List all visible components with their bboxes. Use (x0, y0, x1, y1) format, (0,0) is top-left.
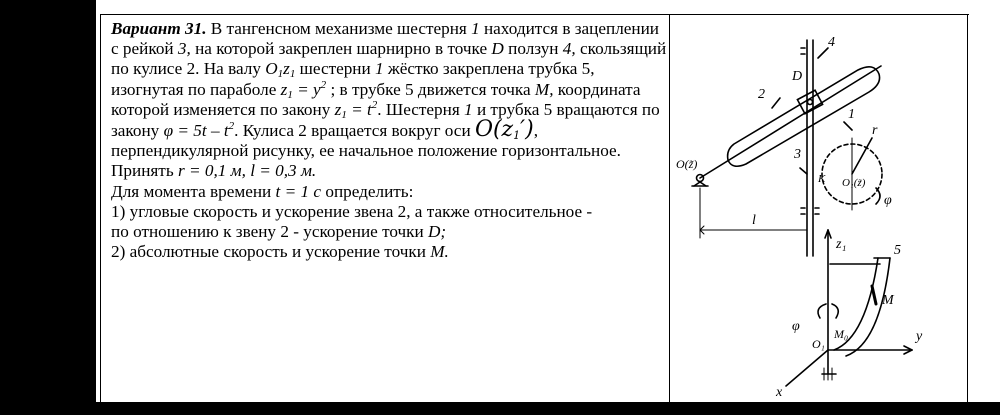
item-1b-d: D; (428, 222, 447, 242)
leader-2 (772, 98, 780, 108)
eq1-lhs: z (280, 79, 288, 99)
gear-number-2: 1 (375, 59, 384, 79)
shaft-sub-2: 1 (289, 68, 296, 81)
label-k: K (818, 173, 826, 185)
eq2-sub: 1 (341, 108, 347, 121)
label-2: 2 (758, 87, 765, 102)
label-z1: z₁ (836, 237, 847, 252)
column-divider (669, 14, 670, 402)
slider-number: 4, (562, 39, 576, 59)
point-d: D (491, 39, 504, 59)
shaft-z: z (283, 59, 290, 79)
label-5: 5 (894, 243, 901, 258)
label-3: 3 (794, 147, 801, 162)
text-6: шестерни (299, 59, 371, 79)
item-1 (111, 202, 667, 242)
text-7: жёстко закреплена трубка 5, изогнутая по параболе (111, 59, 595, 99)
text-3: на которой закреплен шарнирно в точке (195, 39, 488, 59)
label-r: r (872, 123, 878, 138)
axis-prime: ′ (520, 117, 526, 143)
axis-x (786, 350, 828, 386)
point-m: M, (534, 79, 554, 99)
eq2-rhs: = t (351, 99, 372, 119)
eq1-sub: 1 (287, 88, 293, 101)
label-l: l (752, 213, 756, 228)
axis-close: ) (525, 117, 534, 143)
rack-number: 3, (177, 39, 191, 59)
rocker-arm (700, 66, 881, 178)
label-m0: M₀ (834, 327, 849, 341)
table-right-border (967, 14, 968, 402)
label-x: x (776, 385, 783, 400)
label-1: 1 (848, 107, 855, 122)
label-o: O(z̃) (676, 157, 698, 171)
eq3: φ = 5t (163, 121, 207, 141)
item-1a: 1) угловые скорость и ускорение звена 2, а также относительное - (111, 201, 593, 221)
leader-1 (844, 122, 852, 130)
parameters: r = 0,1 м, l = 0,3 м. (177, 161, 317, 181)
shaft-o: O (265, 59, 278, 79)
time-value: t = 1 с (275, 181, 322, 201)
axis-o: O(z (474, 117, 514, 143)
label-phi: φ (884, 193, 892, 208)
label-d: D (792, 69, 803, 84)
problem-paragraph (111, 19, 667, 182)
text-8: ; в трубке 5 движется точка (330, 79, 531, 99)
eq3-sup: 2 (228, 120, 235, 133)
rocker-axis-line (700, 66, 881, 178)
task-intro: Для момента времени (111, 181, 272, 201)
task-line (111, 182, 667, 202)
text-12: . Кулиса 2 вращается вокруг оси (234, 121, 471, 141)
text-13: , перпендикулярной рисунку, ее начальное положение горизонтальное. Принять (111, 121, 621, 181)
leader-3 (800, 168, 807, 174)
gear-number: 1 (471, 19, 480, 38)
variant-title: Вариант 31. (111, 19, 207, 38)
eq2-sup: 2 (371, 98, 378, 111)
point-m-mark (872, 286, 876, 304)
axis-sub: 1 (513, 129, 521, 143)
eq1-sup: 2 (320, 78, 327, 91)
problem-text (111, 19, 667, 262)
item-2-text: 2) абсолютные скорость и ускорение точки (111, 242, 426, 262)
item-2 (111, 242, 667, 262)
mechanism-diagram (676, 18, 966, 402)
label-y: y (916, 329, 923, 344)
rack (801, 40, 819, 256)
task-intro-end: определить: (325, 181, 414, 201)
shaft-sub-1: 1 (277, 68, 284, 81)
text-1: В тангенсном механизме шестерня (210, 19, 467, 38)
eq2-lhs: z (334, 99, 342, 119)
hinge-d (808, 100, 813, 105)
text-2: находится в зацеплении с рейкой (111, 19, 659, 59)
label-m: M (882, 293, 894, 308)
text-4: ползун (508, 39, 559, 59)
label-o1: O₁(z̃) (842, 177, 866, 189)
eq3-cont: – t (210, 121, 229, 141)
label-4: 4 (828, 35, 835, 50)
label-o1-lower: O₁ (812, 337, 825, 351)
text-9: координата которой изменяется по закону (111, 79, 641, 119)
text-10: . Шестерня (377, 99, 460, 119)
item-1b: по отношению к звену 2 - ускорение точки (111, 222, 424, 242)
gear-number-3: 1 (464, 99, 473, 119)
text-5: скользящий по кулисе 2. На валу (111, 39, 667, 79)
text-11: и трубка 5 вращаются по закону (111, 99, 660, 141)
item-2-m: M. (430, 242, 449, 262)
eq1-rhs: = y (297, 79, 321, 99)
label-phi-2: φ (792, 319, 800, 334)
leader-4 (818, 48, 828, 58)
